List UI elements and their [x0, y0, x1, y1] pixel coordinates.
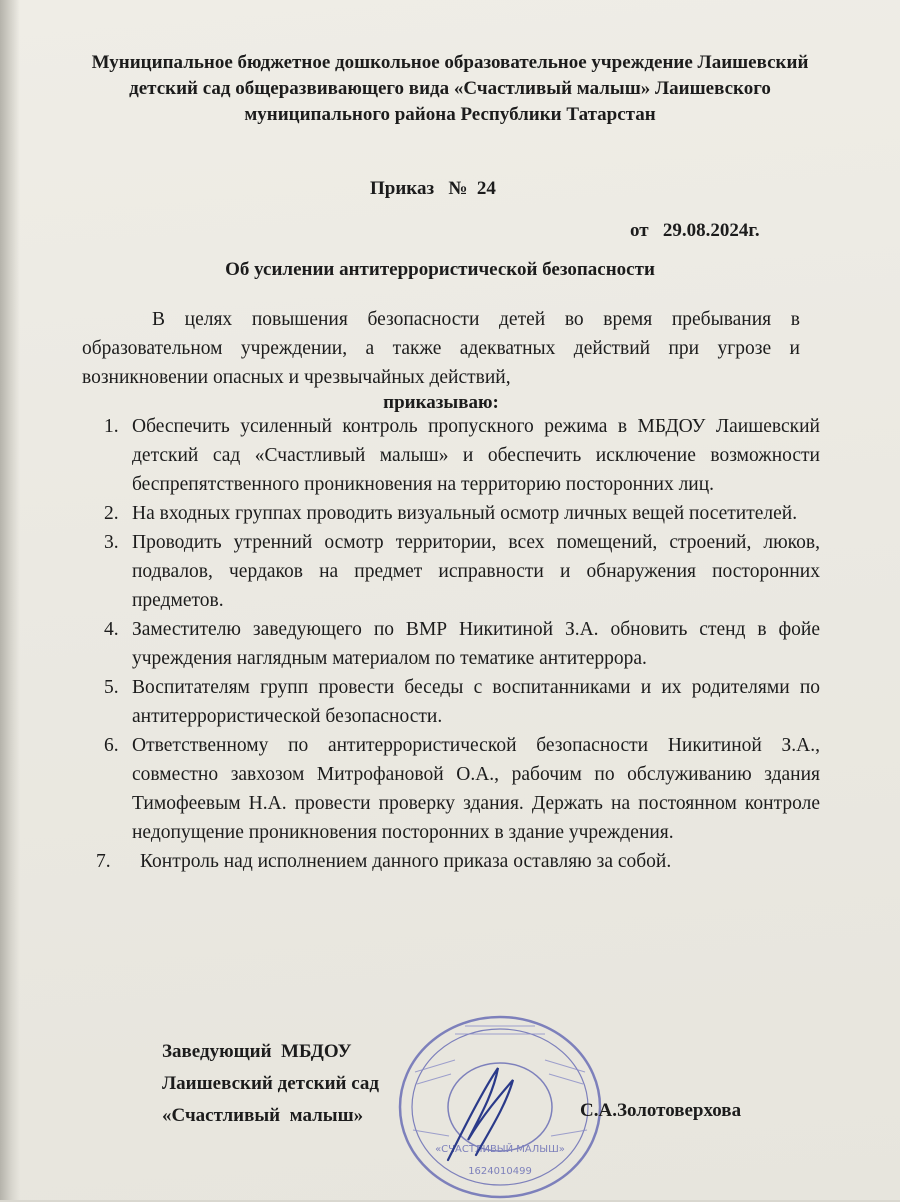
- item-number: 2.: [104, 503, 119, 524]
- paper-edge-shadow: [0, 0, 20, 1200]
- institution-header: Муниципальное бюджетное дошкольное образовательное учреждение Лаишевский детский сад общеразвивающего вида «Счастливый малыш» Лаишевского муниципального района Республики Татарстан: [91, 52, 809, 125]
- item-text: На входных группах проводить визуальный осмотр личных вещей посетителей.: [132, 503, 798, 524]
- item-number: 3.: [104, 532, 119, 553]
- item-text: Ответственному по антитеррористической безопасности Никитиной З.А., совместно завхозом Митрофановой О.А., рабочим по обслуживанию здания Тимофеевым Н.А. провести проверку здания. Держать на постоянном контроле недопущение проникновения посторонних в здание учреждения.: [132, 735, 820, 843]
- order-item: [90, 615, 820, 673]
- order-item: [90, 528, 820, 615]
- order-item: [90, 731, 820, 847]
- signatory-line-1: Заведующий МБДОУ: [162, 1041, 352, 1062]
- signatory-name: С.А.Золотоверхова: [580, 1100, 742, 1121]
- item-number: 6.: [104, 735, 119, 756]
- signatory-line-3: «Счастливый малыш»: [162, 1105, 364, 1126]
- item-number: 7.: [96, 851, 111, 872]
- decree-word: приказываю:: [383, 392, 499, 413]
- item-number: 4.: [104, 619, 119, 640]
- item-text: Обеспечить усиленный контроль пропускного режима в МБДОУ Лаишевский детский сад «Счастливый малыш» и обеспечить исключение возможности беспрепятственного проникновения на территорию посторонних лиц.: [132, 416, 820, 495]
- item-number: 5.: [104, 677, 119, 698]
- order-items-list: [90, 412, 820, 876]
- order-item: [90, 412, 820, 499]
- order-subject: Об усилении антитеррористической безопасности: [225, 259, 655, 280]
- item-number: 1.: [104, 416, 119, 437]
- item-text: Воспитателям групп провести беседы с воспитанниками и их родителями по антитеррористической безопасности.: [132, 677, 820, 727]
- handwritten-signature: [438, 1060, 528, 1170]
- order-item: [90, 499, 820, 528]
- order-title: Приказ № 24: [370, 178, 496, 199]
- stamp-center-text: «СЧАСТЛИВЫЙ МАЛЫШ»: [435, 1144, 565, 1155]
- signatory-line-2: Лаишевский детский сад: [162, 1073, 380, 1094]
- order-date: от 29.08.2024г.: [630, 220, 760, 241]
- item-text: Проводить утренний осмотр территории, всех помещений, строений, люков, подвалов, чердаков на предмет исправности и обнаружения посторонних предметов.: [132, 532, 820, 611]
- item-text: Заместителю заведующего по ВМР Никитиной З.А. обновить стенд в фойе учреждения наглядным материалом по тематике антитеррора.: [132, 619, 820, 669]
- signatory-title: [162, 1036, 379, 1132]
- stamp-number: 1624010499: [468, 1166, 532, 1177]
- order-item: [90, 847, 820, 876]
- intro-paragraph: В целях повышения безопасности детей во время пребывания в образовательном учреждении, а также адекватных действий при угрозе и возникновении опасных и чрезвычайных действий,: [82, 309, 800, 388]
- order-item: [90, 673, 820, 731]
- item-text: Контроль над исполнением данного приказа оставляю за собой.: [140, 851, 672, 872]
